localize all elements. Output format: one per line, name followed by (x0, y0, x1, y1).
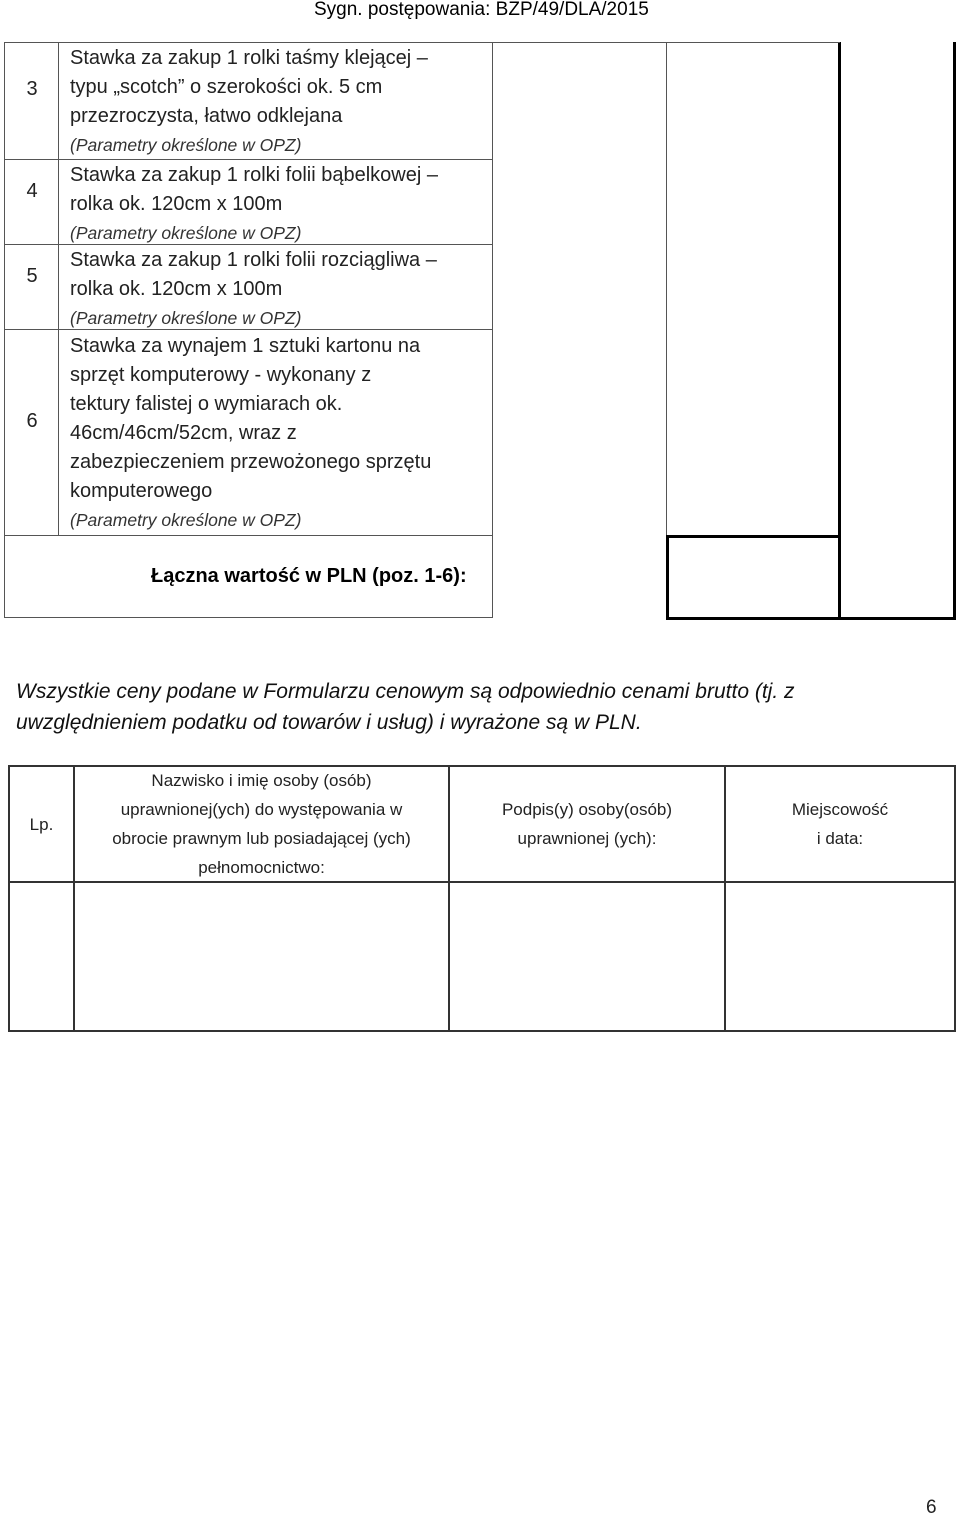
description-line: Stawka za zakup 1 rolki folii bąbelkowej – (70, 164, 438, 186)
item-number: 3 (26, 78, 38, 100)
row-line-3 (4, 159, 493, 160)
total-label: Łączna wartość w PLN (poz. 1-6): (151, 565, 467, 587)
header-signature (450, 767, 724, 881)
description-line: rolka ok. 120cm x 100m (70, 278, 283, 300)
item-description (70, 332, 490, 534)
header-lp (10, 767, 73, 881)
col-divider-desc (492, 42, 493, 618)
signature-table (8, 765, 956, 1032)
header-place-date (726, 767, 954, 881)
description-line: Stawka za zakup 1 rolki taśmy klejącej – (70, 47, 428, 69)
note-line: uwzględnieniem podatku od towarów i usług) i wyrażone są w PLN. (16, 711, 642, 734)
header-lp-label: Lp. (29, 814, 54, 834)
item-parameters: (Parametry określone w OPZ) (70, 510, 302, 530)
case-signature: Sygn. postępowania: BZP/49/DLA/2015 (314, 0, 649, 20)
total-box-top (666, 535, 841, 538)
description-line: tektury falistej o wymiarach ok. (70, 393, 343, 415)
row-line-6 (4, 535, 493, 536)
item-description (70, 246, 490, 332)
header-name-line: uprawnionej(ych) do występowania w (120, 800, 403, 819)
total-box-bottom (666, 617, 956, 620)
header-name (75, 767, 448, 881)
note-line: Wszystkie ceny podane w Formularzu cenowym są odpowiednio cenami brutto (tj. z (16, 680, 795, 703)
item-parameters: (Parametry określone w OPZ) (70, 223, 302, 243)
header-signature-line: uprawnionej (ych): (517, 829, 657, 848)
item-number: 4 (26, 180, 38, 202)
description-line: Stawka za wynajem 1 sztuki kartonu na (70, 335, 421, 357)
item-parameters: (Parametry określone w OPZ) (70, 308, 302, 328)
header-place-line: i data: (816, 829, 864, 848)
col-divider-price (666, 42, 667, 536)
table-border-right (953, 42, 956, 620)
item-number: 6 (26, 410, 38, 432)
header-place-line: Miejscowość (791, 800, 889, 819)
description-line: typu „scotch” o szerokości ok. 5 cm (70, 76, 383, 98)
header-name-line: Nazwisko i imię osoby (osób) (151, 771, 372, 790)
table-border-left (4, 42, 5, 618)
page-number: 6 (926, 1497, 937, 1516)
row-line-top (4, 42, 840, 43)
header-signature-line: Podpis(y) osoby(osób) (501, 800, 673, 819)
header-name-line: pełnomocnictwo: (198, 858, 325, 877)
description-line: 46cm/46cm/52cm, wraz z (70, 422, 297, 444)
item-description (70, 44, 490, 159)
description-line: komputerowego (70, 480, 213, 502)
total-box-left (666, 535, 669, 620)
item-description (70, 161, 490, 247)
item-parameters: (Parametry określone w OPZ) (70, 135, 302, 155)
item-number: 5 (26, 265, 38, 287)
description-line: rolka ok. 120cm x 100m (70, 193, 283, 215)
col-divider-lp (58, 42, 59, 535)
description-line: sprzęt komputerowy - wykonany z (70, 364, 372, 386)
pricing-table (0, 0, 960, 625)
header-name-line: obrocie prawnym lub posiadającej (ych) (112, 829, 411, 848)
price-note (16, 676, 916, 738)
description-line: Stawka za zakup 1 rolki folii rozciągliwa – (70, 249, 437, 271)
description-line: zabezpieczeniem przewożonego sprzętu (70, 451, 432, 473)
col-divider-qty (838, 42, 841, 620)
description-line: przezroczysta, łatwo odklejana (70, 105, 343, 127)
row-line-bottom (4, 617, 493, 618)
